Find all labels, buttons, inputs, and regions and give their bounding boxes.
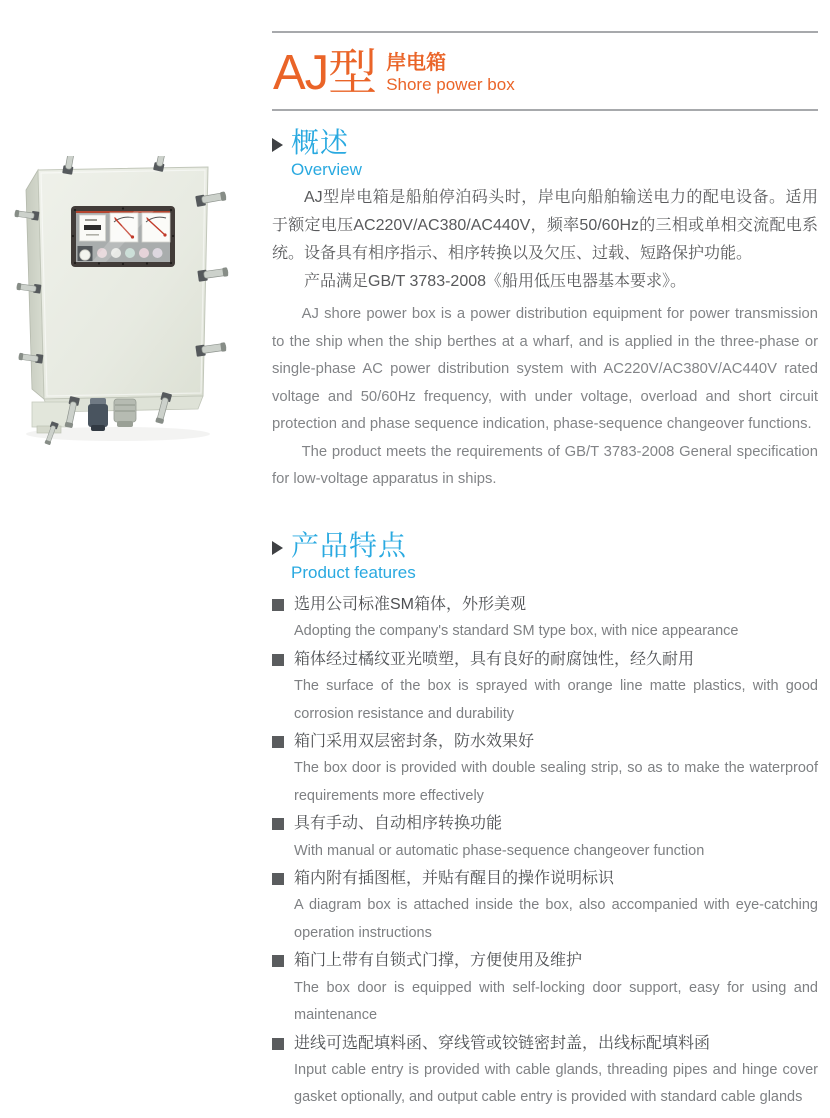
section-header-features (272, 530, 416, 583)
list-item (272, 810, 818, 865)
overview-paragraph-en: AJ shore power box is a power distribution equipment for power transmission to the ship when the ship berthes at a wharf, and is applied in the three-phase or single-phase AC power distribution system with AC220V/AC380V/AC440V rated voltage and 50/60Hz frequency, with under voltage, overload and short circuit protection and phase sequence indication, phase-sequence changeover functions. (272, 306, 818, 432)
list-item (272, 1030, 818, 1112)
knob-white (80, 250, 90, 260)
overview-paragraph-en: The product meets the requirements of GB/T 3783-2008 General specification for low-voltage apparatus in ships. (272, 443, 818, 487)
panel-meter-counter (80, 215, 106, 241)
overview-chinese-text (272, 184, 818, 296)
list-item (272, 591, 818, 646)
list-item (272, 947, 818, 1029)
feature-cn: 箱门采用双层密封条，防水效果好 (294, 733, 535, 751)
list-item (272, 646, 818, 728)
overview-paragraph-cn: 产品满足GB/T 3783-2008《船用低压电器基本要求》。 (304, 273, 687, 290)
header-top-rule (272, 31, 818, 33)
page-title (273, 47, 515, 99)
feature-en: The surface of the box is sprayed with orange line matte plastics, with good corrosion resistance and durability (294, 678, 818, 722)
feature-cn: 箱内附有插图框，并贴有醒目的操作说明标识 (294, 870, 615, 888)
section-title-cn: 概述 (291, 127, 350, 158)
bullet-square-icon (272, 599, 284, 611)
list-item (272, 728, 818, 810)
overview-paragraph-cn: AJ型岸电箱是船舶停泊码头时，岸电向船舶输送电力的配电设备。适用于额定电压AC220V/AC380/AC440V，频率50/60Hz的三相或单相交流配电系统。设备具有相序指示、相序转换以及欠压、过载、短路保护功能。 (272, 189, 818, 262)
bullet-square-icon (272, 1038, 284, 1050)
section-title-cn: 产品特点 (291, 530, 408, 561)
cable-gland-light (114, 399, 136, 427)
feature-list (272, 591, 818, 1112)
cable-gland-dark (88, 398, 108, 431)
header-bottom-rule (272, 109, 818, 111)
bullet-square-icon (272, 654, 284, 666)
meter-window (71, 206, 175, 267)
cabinet-bottom-left-box (32, 402, 70, 427)
indicator-light-lavender (153, 248, 163, 258)
model-name: AJ型 (273, 46, 377, 100)
feature-cn: 进线可选配填料函、穿线管或铰链密封盖，出线标配填料函 (294, 1034, 711, 1052)
bullet-square-icon (272, 818, 284, 830)
model-subtitle-en: Shore power box (386, 75, 515, 94)
section-marker-icon (272, 138, 283, 152)
product-photo (6, 156, 252, 448)
feature-cn: 箱体经过橘纹亚光喷塑，具有良好的耐腐蚀性，经久耐用 (294, 650, 695, 668)
indicator-light-teal (125, 248, 135, 258)
overview-english-text (272, 301, 818, 494)
section-title-en: Overview (291, 160, 362, 179)
feature-cn: 箱门上带有自锁式门撑，方便使用及维护 (294, 952, 583, 970)
section-title-en: Product features (291, 563, 416, 582)
bullet-square-icon (272, 955, 284, 967)
feature-en: Adopting the company's standard SM type box, with nice appearance (294, 623, 739, 640)
shore-power-box-illustration (6, 156, 252, 448)
bullet-square-icon (272, 736, 284, 748)
section-titles (291, 127, 362, 180)
feature-en: With manual or automatic phase-sequence changeover function (294, 842, 705, 859)
feature-cn: 具有手动、自动相序转换功能 (294, 815, 503, 833)
section-marker-icon (272, 541, 283, 555)
feature-en: The box door is equipped with self-locking door support, easy for using and maintenance (294, 979, 818, 1024)
cabinet-body (38, 167, 208, 399)
section-titles (291, 530, 416, 583)
list-item (272, 865, 818, 947)
feature-en: The box door is provided with double sealing strip, so as to make the waterproof requirements more effectively (294, 760, 818, 804)
indicator-light-pink-2 (139, 248, 149, 258)
bullet-square-icon (272, 873, 284, 885)
model-subtitle (386, 52, 515, 99)
feature-cn: 选用公司标准SM箱体，外形美观 (294, 596, 527, 613)
model-subtitle-cn: 岸电箱 (386, 52, 447, 74)
feature-en: A diagram box is attached inside the box, also accompanied with eye-catching operation instructions (294, 897, 818, 941)
section-header-overview (272, 127, 362, 180)
feature-en: Input cable entry is provided with cable glands, threading pipes and hinge cover gasket optionally, and output cable entry is provided with standard cable glands (294, 1061, 818, 1106)
